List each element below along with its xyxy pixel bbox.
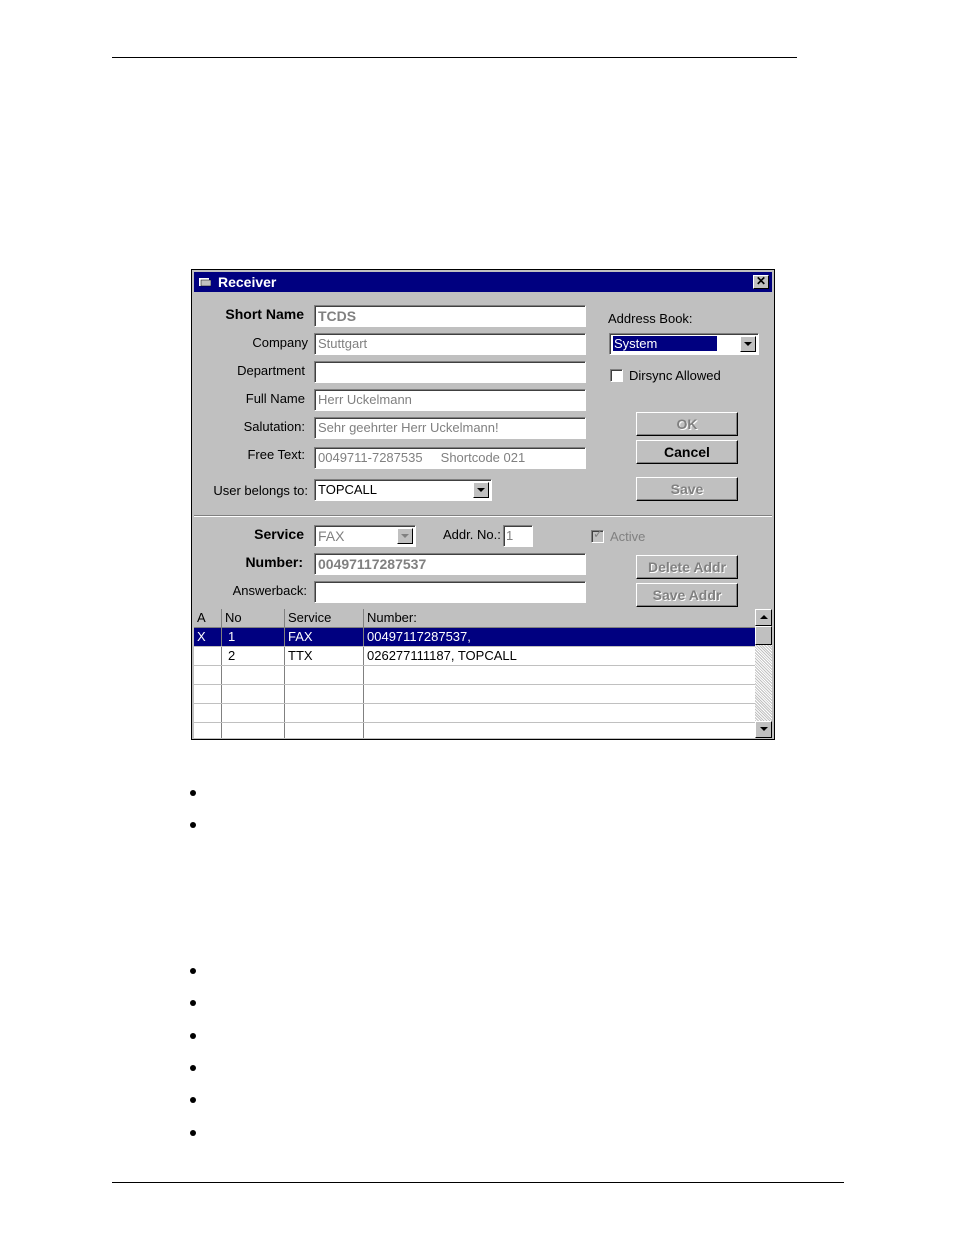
address-book-dropdown[interactable] <box>609 333 759 355</box>
bullet-marker <box>190 1000 196 1006</box>
chevron-down-icon[interactable] <box>740 336 756 352</box>
table-row[interactable] <box>194 628 755 647</box>
grid-cell <box>222 723 285 738</box>
grid-cell: 00497117287537, <box>367 629 471 644</box>
salutation-label: Salutation: <box>243 419 305 434</box>
grid-header-a[interactable]: A <box>194 609 222 627</box>
bullet-marker <box>190 1097 196 1103</box>
grid-header-no[interactable]: No <box>222 609 285 627</box>
short-name-label: Short Name <box>225 306 304 322</box>
full-name-field[interactable]: Herr Uckelmann <box>314 389 586 411</box>
table-row[interactable] <box>194 723 755 738</box>
grid-cell <box>285 685 364 703</box>
service-label: Service <box>254 526 304 542</box>
chevron-down-icon[interactable] <box>473 482 489 498</box>
service-value: FAX <box>318 528 345 544</box>
grid-cell <box>222 685 285 703</box>
address-book-label: Address Book: <box>608 311 693 326</box>
department-label: Department <box>237 363 305 378</box>
number-field[interactable]: 00497117287537 <box>314 553 586 575</box>
grid-cell <box>194 704 222 722</box>
company-label: Company <box>252 335 308 350</box>
department-field[interactable] <box>314 361 586 383</box>
grid-cell: FAX <box>285 628 364 646</box>
grid-cell: 2 <box>222 647 285 665</box>
grid-scrollbar[interactable] <box>755 609 772 738</box>
dirsync-label: Dirsync Allowed <box>629 368 721 383</box>
scroll-thumb[interactable] <box>755 626 772 645</box>
grid-cell <box>194 666 222 684</box>
address-book-value: System <box>613 336 717 351</box>
active-label: Active <box>610 529 646 544</box>
table-row[interactable] <box>194 685 755 704</box>
dialog-title: Receiver <box>218 274 277 290</box>
dirsync-checkbox[interactable] <box>610 369 623 382</box>
grid-cell <box>285 723 364 738</box>
grid-header-service[interactable]: Service <box>285 609 364 627</box>
company-field[interactable]: Stuttgart <box>314 333 586 355</box>
full-name-label: Full Name <box>245 391 305 406</box>
close-icon: ✕ <box>755 274 767 288</box>
save-button[interactable]: Save <box>636 477 738 501</box>
header-rule <box>112 57 797 58</box>
service-dropdown[interactable] <box>314 525 416 547</box>
bullet-marker <box>190 1130 196 1136</box>
active-checkbox[interactable] <box>591 530 604 543</box>
table-row[interactable] <box>194 666 755 685</box>
ok-button[interactable]: OK <box>636 412 738 436</box>
table-row[interactable] <box>194 647 755 666</box>
grid-cell: TTX <box>285 647 364 665</box>
bullet-marker <box>190 790 196 796</box>
addr-no-field[interactable]: 1 <box>503 525 533 547</box>
grid-header-number[interactable]: Number: <box>367 610 417 625</box>
grid-cell <box>364 685 755 703</box>
section-divider <box>194 515 772 517</box>
answerback-field[interactable] <box>314 581 586 603</box>
grid-cell <box>194 723 222 738</box>
free-text-label: Free Text: <box>247 447 305 462</box>
bullet-marker <box>190 1065 196 1071</box>
free-text-field[interactable]: 0049711-7287535 Shortcode 021 <box>314 447 586 469</box>
salutation-field[interactable]: Sehr geehrter Herr Uckelmann! <box>314 417 586 439</box>
grid-cell <box>364 666 755 684</box>
cancel-button[interactable]: Cancel <box>636 440 738 464</box>
delete-addr-button[interactable]: Delete Addr <box>636 555 738 579</box>
number-label: Number: <box>245 554 303 570</box>
bullet-marker <box>190 1033 196 1039</box>
window-icon <box>199 277 211 287</box>
grid-cell <box>194 647 222 665</box>
grid-cell <box>285 666 364 684</box>
footer-rule <box>112 1182 844 1183</box>
addr-no-label: Addr. No.: <box>443 527 501 542</box>
scroll-down-icon[interactable] <box>755 721 772 738</box>
grid-cell <box>222 666 285 684</box>
grid-cell: X <box>194 628 222 646</box>
address-grid[interactable] <box>194 609 755 738</box>
scroll-up-icon[interactable] <box>755 609 772 626</box>
user-belongs-label: User belongs to: <box>213 483 308 498</box>
user-belongs-dropdown[interactable] <box>314 479 492 501</box>
answerback-label: Answerback: <box>232 583 307 598</box>
grid-header <box>194 609 755 628</box>
grid-cell <box>364 704 755 722</box>
grid-cell <box>194 685 222 703</box>
chevron-down-icon[interactable] <box>397 528 413 544</box>
save-addr-button[interactable]: Save Addr <box>636 583 738 607</box>
receiver-dialog <box>191 269 775 740</box>
grid-cell <box>285 704 364 722</box>
bullet-marker <box>190 968 196 974</box>
grid-cell: 1 <box>222 628 285 646</box>
grid-cell <box>222 704 285 722</box>
short-name-field[interactable]: TCDS <box>314 305 586 327</box>
title-bar[interactable] <box>194 272 772 292</box>
user-belongs-value: TOPCALL <box>318 482 378 497</box>
bullet-marker <box>190 822 196 828</box>
table-row[interactable] <box>194 704 755 723</box>
grid-cell: 026277111187, TOPCALL <box>367 648 517 663</box>
close-button[interactable] <box>753 275 769 289</box>
grid-cell <box>364 723 755 738</box>
